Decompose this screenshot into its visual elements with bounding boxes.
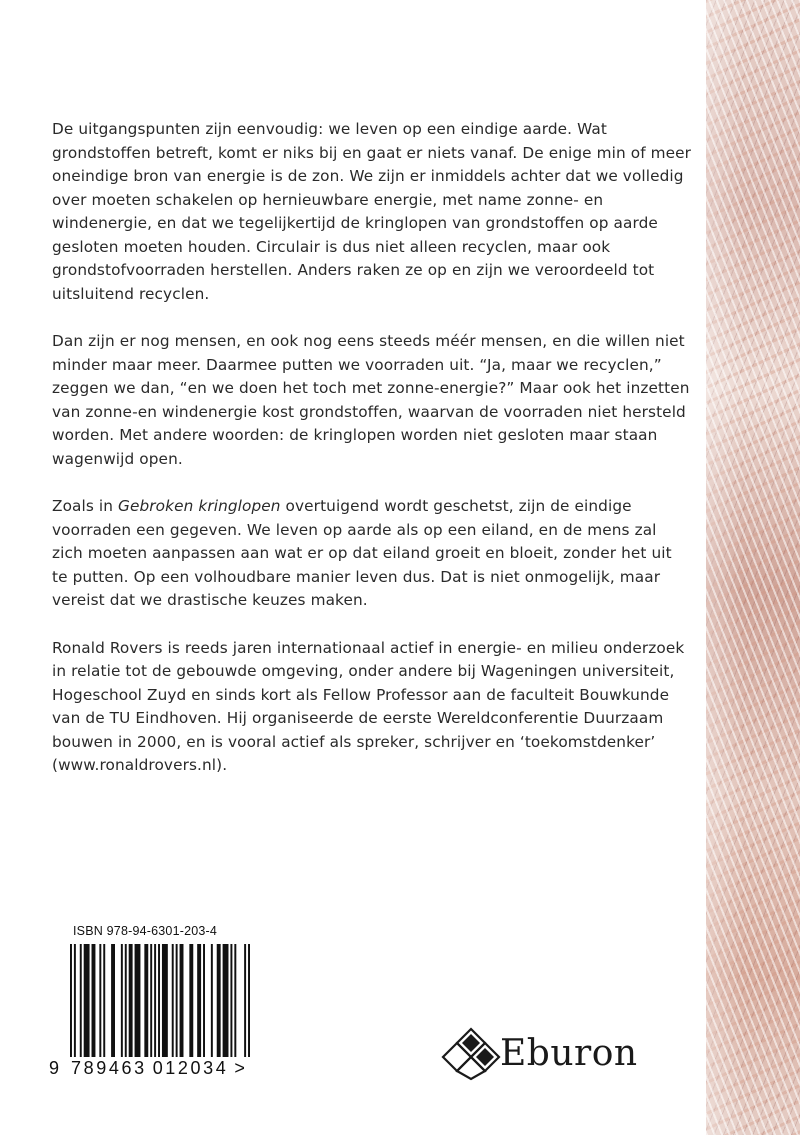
blurb-p3-start: Zoals in (52, 497, 119, 515)
barcode-bar (111, 944, 115, 1057)
barcode-bar (162, 944, 168, 1057)
barcode-bar (217, 944, 221, 1057)
barcode-arrow: > (234, 1058, 245, 1078)
barcode-bar (70, 944, 72, 1057)
barcode-bar (80, 944, 82, 1057)
barcode-bar (158, 944, 160, 1057)
barcode-bar (176, 944, 178, 1057)
barcode-bar (203, 944, 205, 1057)
blurb-text (52, 118, 692, 778)
author-bio: Ronald Rovers is reeds jaren internationaal actief in energie- en milieu onderzoek in relatie tot de gebouwde omgeving, onder andere bij Wageningen universiteit, Hogeschool Zuyd en sinds kort als Fellow Professor aan de faculteit Bouwkunde van de TU Eindhoven. Hij organiseerde de eerste Wereldconferentie Duurzaam bouwen in 2000, en is vooral actief als spreker, schrijver en ‘toekomstdenker’ (www.ronaldrovers.nl). (52, 638, 685, 774)
barcode-bar (144, 944, 148, 1057)
barcode-bar (172, 944, 174, 1057)
blurb-paragraph-3 (52, 495, 692, 613)
barcode-bar (129, 944, 133, 1057)
barcode-bar (84, 944, 90, 1057)
publisher-logo (438, 1026, 638, 1082)
cover-stone-texture (706, 0, 800, 1135)
publisher-name: Eburon (500, 1033, 638, 1074)
barcode-bar (189, 944, 193, 1057)
barcode-bar (154, 944, 156, 1057)
barcode-bar (99, 944, 101, 1057)
barcode-group-1: 789463 (71, 1058, 147, 1078)
barcode (70, 944, 250, 1057)
barcode-bar (74, 944, 76, 1057)
barcode-bar (223, 944, 229, 1057)
barcode-bar (197, 944, 201, 1057)
barcode-bar (248, 944, 250, 1057)
barcode-bar (103, 944, 105, 1057)
barcode-first-digit: 9 (49, 1058, 60, 1078)
barcode-bar (211, 944, 213, 1057)
blurb-p3-end: overtuigend wordt geschetst, zijn de eindige voorraden een gegeven. We leven op aarde als op een eiland, en de mens zal zich moeten aanpassen aan wat er op dat eiland groeit en bloeit, zonder het uit te putten. Op een volhoudbare manier leven dus. Dat is niet onmogelijk, maar vereist dat we drastische keuzes maken. (52, 497, 672, 609)
barcode-digits (49, 1058, 245, 1079)
publisher-diamond-icon (438, 1026, 504, 1082)
barcode-bar (135, 944, 141, 1057)
blurb-paragraph-1: De uitgangspunten zijn eenvoudig: we leven op een eindige aarde. Wat grondstoffen betreft, komt er niks bij en gaat er niets vanaf. De enige min of meer oneindige bron van energie is de zon. We zijn er inmiddels achter dat we volledig over moeten schakelen op hernieuwbare energie, met name zonne- en windenergie, en dat we tegelijkertijd de kringlopen van grondstoffen op aarde gesloten moeten houden. Circulair is dus niet alleen recyclen, maar ook grondstofvoorraden herstellen. Anders raken ze op en zijn we veroordeeld tot uitsluitend recyclen. (52, 120, 692, 303)
barcode-bar (121, 944, 123, 1057)
barcode-bar (125, 944, 127, 1057)
barcode-bar (230, 944, 232, 1057)
barcode-bar (180, 944, 184, 1057)
barcode-group-2: 012034 (152, 1058, 229, 1078)
barcode-bar (234, 944, 236, 1057)
isbn-label: ISBN 978-94-6301-203-4 (73, 924, 218, 938)
barcode-bar (150, 944, 152, 1057)
barcode-bar (92, 944, 96, 1057)
barcode-bar (244, 944, 246, 1057)
blurb-paragraph-2: Dan zijn er nog mensen, en ook nog eens steeds méér mensen, en die willen niet minder maar meer. Daarmee putten we voorraden uit. “Ja, maar we recyclen,” zeggen we dan, “en we doen het toch met zonne-energie?” Maar ook het inzetten van zonne-en windenergie kost grondstoffen, waarvan de voorraden niet hersteld worden. Met andere woorden: de kringlopen worden niet gesloten maar staan wagenwijd open. (52, 332, 690, 468)
book-title: Gebroken kringlopen (118, 497, 281, 515)
